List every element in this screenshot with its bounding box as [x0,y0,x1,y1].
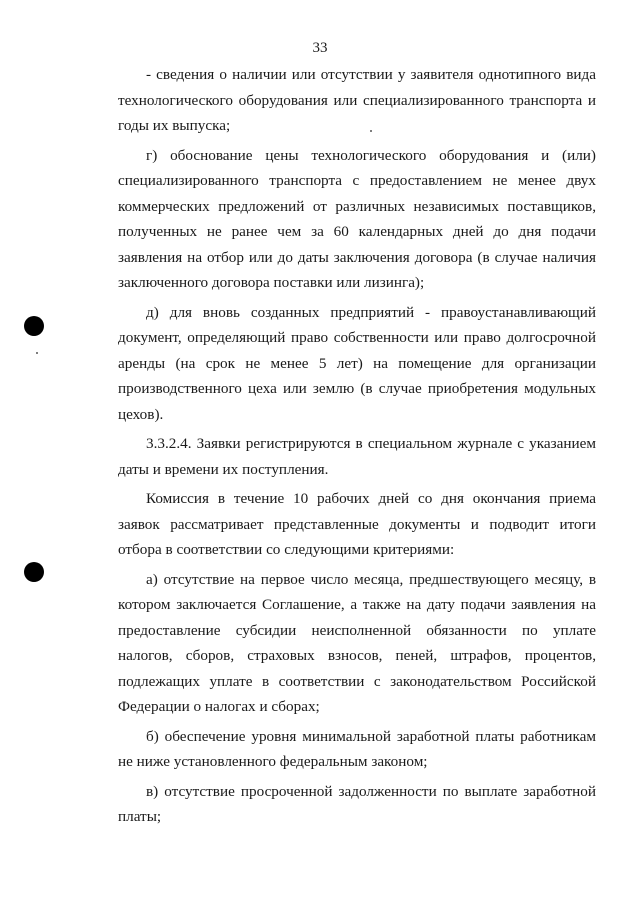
punch-hole-mark [24,316,44,336]
paragraph-criterion-b: б) обеспечение уровня минимальной заработной платы работникам не ниже установленного федеральным законом; [118,727,596,770]
paragraph-criterion-a: а) отсутствие на первое число месяца, предшествующего месяцу, в котором заключается Соглашение, а также на дату подачи заявления на предоставление субсидии неисполненной обязанности по уплате налогов, сборов, страховых взносов, пеней, штрафов, процентов, подлежащих уплате в соответствии с законодательством Российской Федерации о налогах и сборах; [118,570,596,715]
paragraph-registration: 3.3.2.4. Заявки регистрируются в специальном журнале с указанием даты и времени их поступления. [118,435,596,478]
page-number: 33 [312,40,328,56]
paragraph-title-document: д) для вновь созданных предприятий - правоустанавливающий документ, определяющий право собственности или право долгосрочной аренды (на срок не менее 5 лет) на помещение для организации производственного цеха или землю (в случае приобретения модульных цехов). [118,303,596,423]
punch-hole-mark [24,562,44,582]
paragraph-commission: Комиссия в течение 10 рабочих дней со дня окончания приема заявок рассматривает представленные документы и подводит итоги отбора в соответствии со следующими критериями: [118,490,596,558]
document-body [118,62,596,834]
scan-speck [36,352,38,354]
paragraph-price-justification: г) обоснование цены технологического оборудования и (или) специализированного транспорта с предоставлением не менее двух коммерческих предложений от различных независимых поставщиков, полученных не ранее чем за 60 календарных дней до дня подачи заявления на отбор или до даты заключения договора (в случае наличия заключенного договора поставки или лизинга); [118,146,596,291]
paragraph-equipment-info: - сведения о наличии или отсутствии у заявителя однотипного вида технологического оборудования или специализированного транспорта и годы их выпуска; [118,66,596,134]
paragraph-criterion-c: в) отсутствие просроченной задолженности по выплате заработной платы; [118,782,596,825]
